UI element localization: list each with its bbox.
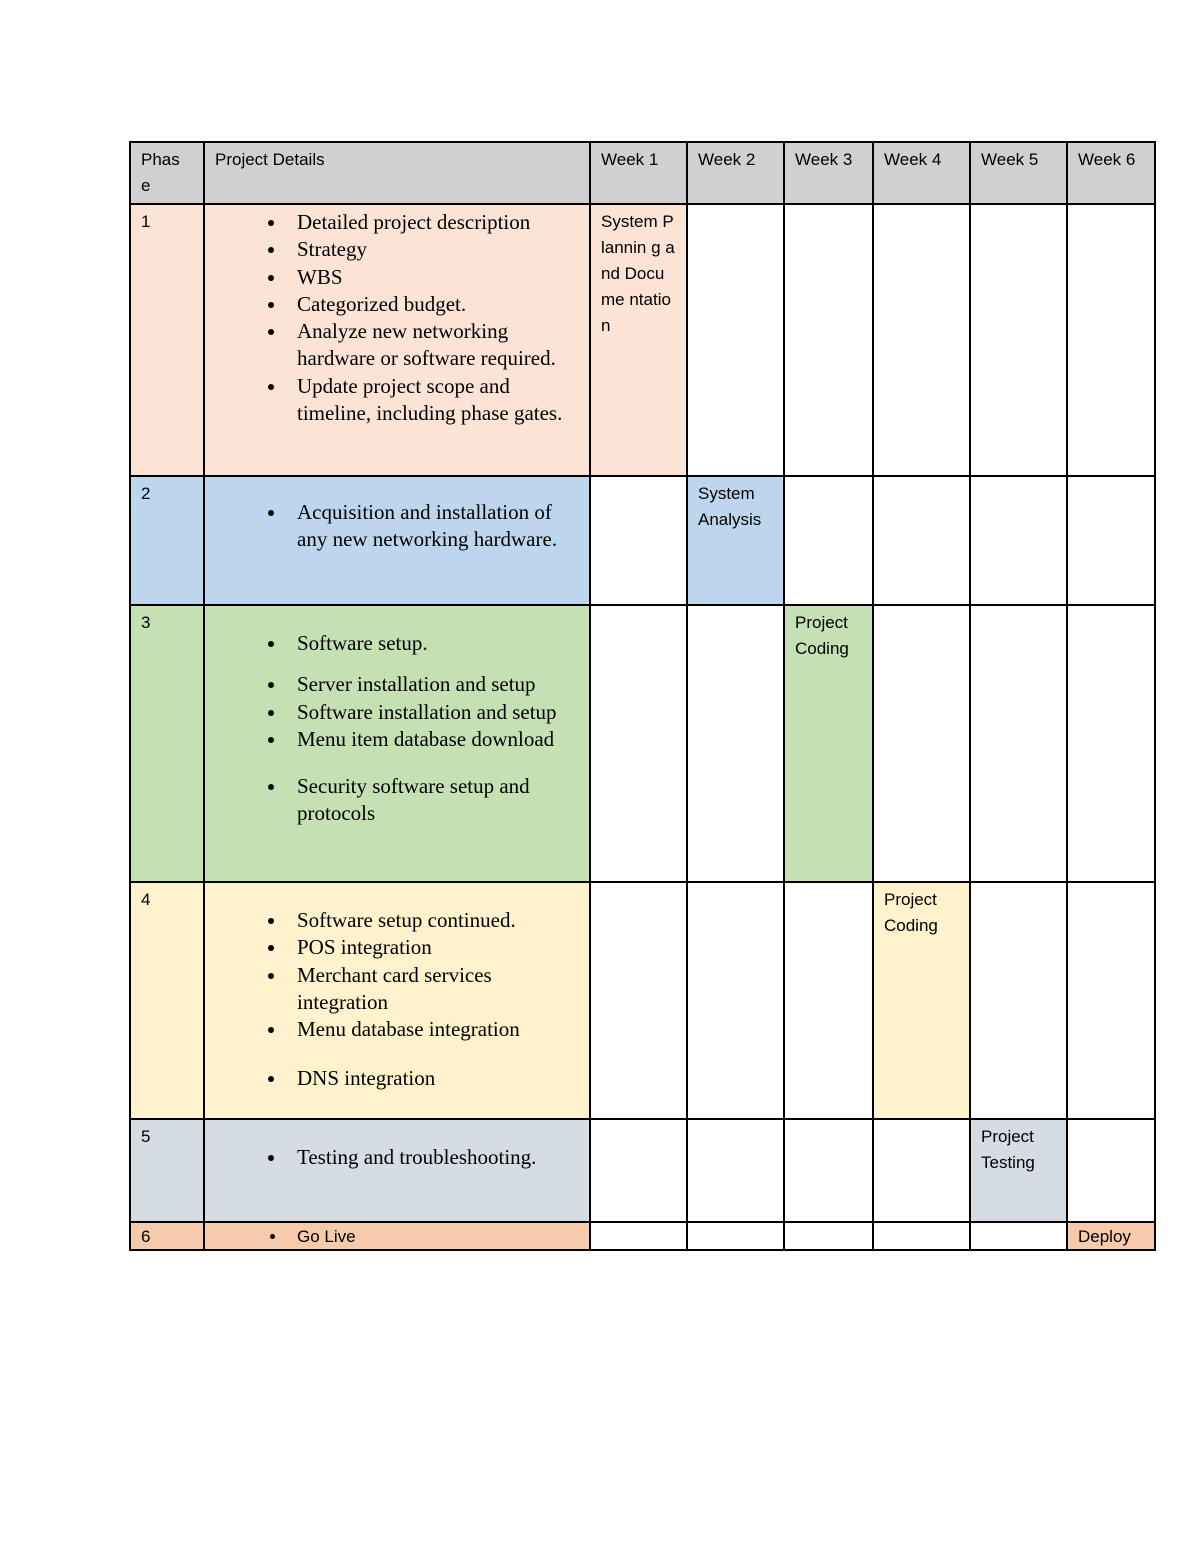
- empty-cell: [784, 476, 873, 605]
- header-week-3: Week 3: [784, 142, 873, 204]
- empty-cell: [590, 1119, 687, 1222]
- header-week-5: Week 5: [970, 142, 1067, 204]
- header-week-1: Week 1: [590, 142, 687, 204]
- phase-number: 2: [130, 476, 204, 605]
- empty-cell: [590, 882, 687, 1119]
- header-week-6: Week 6: [1067, 142, 1155, 204]
- list-item: • Detailed project description: [287, 209, 579, 236]
- empty-cell: [687, 1222, 784, 1250]
- week-activity-label: Deploy: [1067, 1222, 1155, 1250]
- phase-details: [204, 1119, 590, 1222]
- empty-cell: [687, 1119, 784, 1222]
- list-item: • Menu item database download: [287, 726, 579, 753]
- phase-details: [204, 1222, 590, 1250]
- empty-cell: [784, 1119, 873, 1222]
- list-item: • POS integration: [287, 934, 579, 961]
- empty-cell: [687, 882, 784, 1119]
- empty-cell: [590, 476, 687, 605]
- empty-cell: [873, 204, 970, 476]
- header-details: Project Details: [204, 142, 590, 204]
- header-phase: Phas e: [130, 142, 204, 204]
- list-item: • Analyze new networking hardware or software required.: [287, 318, 579, 373]
- phase-number: 6: [130, 1222, 204, 1250]
- project-schedule-table: [129, 141, 1156, 1251]
- empty-cell: [970, 605, 1067, 882]
- empty-cell: [873, 1222, 970, 1250]
- week-activity-label: System Plannin g and Docume ntation: [590, 204, 687, 476]
- list-item: • Testing and troubleshooting.: [287, 1144, 579, 1171]
- phase-number: 3: [130, 605, 204, 882]
- empty-cell: [1067, 605, 1155, 882]
- empty-cell: [1067, 204, 1155, 476]
- list-item: • Menu database integration: [287, 1016, 579, 1043]
- week-activity-label: Project Testing: [970, 1119, 1067, 1222]
- empty-cell: [1067, 882, 1155, 1119]
- header-week-4: Week 4: [873, 142, 970, 204]
- list-item: • Server installation and setup: [287, 671, 579, 698]
- empty-cell: [970, 1222, 1067, 1250]
- list-item: • Merchant card services integration: [287, 962, 579, 1017]
- header-week-2: Week 2: [687, 142, 784, 204]
- week-activity-label: System Analysis: [687, 476, 784, 605]
- table-row: [130, 605, 1155, 882]
- empty-cell: [784, 1222, 873, 1250]
- list-item: • Go Live: [287, 1225, 579, 1249]
- list-item: • Categorized budget.: [287, 291, 579, 318]
- table-row: [130, 476, 1155, 605]
- phase-details: [204, 476, 590, 605]
- list-item: • Security software setup and protocols: [287, 773, 579, 828]
- empty-cell: [970, 476, 1067, 605]
- empty-cell: [687, 605, 784, 882]
- phase-details: [204, 204, 590, 476]
- empty-cell: [873, 605, 970, 882]
- week-activity-label: Project Coding: [873, 882, 970, 1119]
- empty-cell: [590, 1222, 687, 1250]
- list-item: • Strategy: [287, 236, 579, 263]
- week-activity-label: Project Coding: [784, 605, 873, 882]
- empty-cell: [873, 476, 970, 605]
- list-item: • DNS integration: [287, 1065, 579, 1092]
- phase-number: 1: [130, 204, 204, 476]
- phase-details: [204, 882, 590, 1119]
- list-item: • Software setup continued.: [287, 907, 579, 934]
- empty-cell: [1067, 476, 1155, 605]
- table-row: [130, 1222, 1155, 1250]
- table-row: [130, 882, 1155, 1119]
- empty-cell: [784, 882, 873, 1119]
- empty-cell: [784, 204, 873, 476]
- list-item: • Acquisition and installation of any new networking hardware.: [287, 499, 579, 554]
- table-row: [130, 1119, 1155, 1222]
- table-row: [130, 204, 1155, 476]
- empty-cell: [970, 204, 1067, 476]
- empty-cell: [873, 1119, 970, 1222]
- empty-cell: [970, 882, 1067, 1119]
- list-item: • Software installation and setup: [287, 699, 579, 726]
- header-row: [130, 142, 1155, 204]
- list-item: • Update project scope and timeline, including phase gates.: [287, 373, 579, 428]
- empty-cell: [1067, 1119, 1155, 1222]
- phase-number: 4: [130, 882, 204, 1119]
- phase-number: 5: [130, 1119, 204, 1222]
- list-item: • Software setup.: [287, 630, 579, 657]
- empty-cell: [687, 204, 784, 476]
- phase-details: [204, 605, 590, 882]
- list-item: • WBS: [287, 264, 579, 291]
- empty-cell: [590, 605, 687, 882]
